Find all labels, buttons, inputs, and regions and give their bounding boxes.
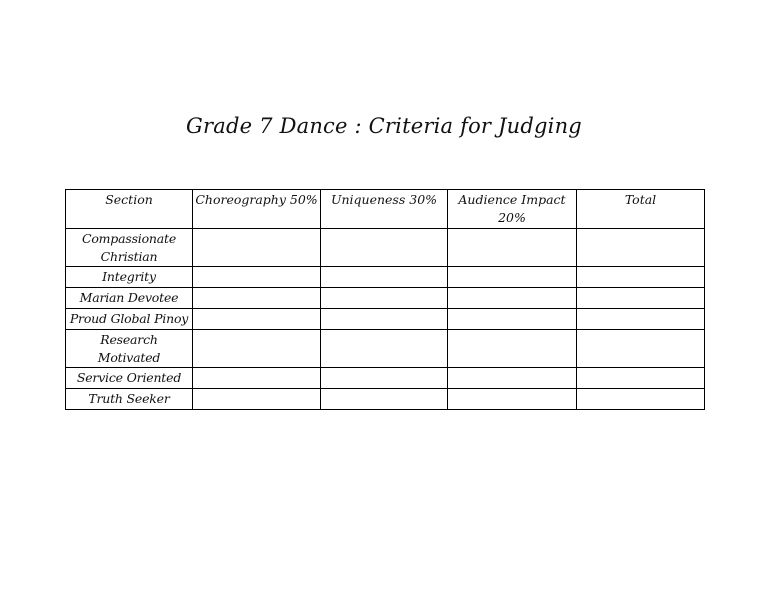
choreography-score-cell (193, 267, 321, 288)
uniqueness-score-cell (321, 288, 448, 309)
header-total: Total (577, 190, 705, 229)
choreography-score-cell (193, 389, 321, 410)
audience-impact-score-cell (448, 389, 577, 410)
uniqueness-score-cell (321, 309, 448, 330)
section-label: Truth Seeker (66, 389, 193, 410)
uniqueness-score-cell (321, 267, 448, 288)
judging-criteria-table (65, 189, 705, 410)
header-row (66, 190, 705, 229)
header-uniqueness: Uniqueness 30% (321, 190, 448, 229)
table-row (66, 267, 705, 288)
table-row (66, 229, 705, 267)
total-score-cell (577, 229, 705, 267)
total-score-cell (577, 368, 705, 389)
audience-impact-score-cell (448, 267, 577, 288)
choreography-score-cell (193, 288, 321, 309)
choreography-score-cell (193, 229, 321, 267)
header-section: Section (66, 190, 193, 229)
audience-impact-score-cell (448, 309, 577, 330)
section-label: Research Motivated (66, 330, 193, 368)
choreography-score-cell (193, 309, 321, 330)
section-label: Proud Global Pinoy (66, 309, 193, 330)
total-score-cell (577, 288, 705, 309)
document-title: Grade 7 Dance : Criteria for Judging (186, 114, 582, 138)
table-row (66, 330, 705, 368)
header-audience-impact: Audience Impact 20% (448, 190, 577, 229)
audience-impact-score-cell (448, 288, 577, 309)
uniqueness-score-cell (321, 229, 448, 267)
section-label: Compassionate Christian (66, 229, 193, 267)
table-row (66, 309, 705, 330)
uniqueness-score-cell (321, 330, 448, 368)
choreography-score-cell (193, 330, 321, 368)
choreography-score-cell (193, 368, 321, 389)
table-body (66, 229, 705, 410)
audience-impact-score-cell (448, 330, 577, 368)
section-label: Marian Devotee (66, 288, 193, 309)
table-header (66, 190, 705, 229)
table-row (66, 389, 705, 410)
total-score-cell (577, 389, 705, 410)
section-label: Service Oriented (66, 368, 193, 389)
audience-impact-score-cell (448, 368, 577, 389)
table-row (66, 368, 705, 389)
audience-impact-score-cell (448, 229, 577, 267)
total-score-cell (577, 267, 705, 288)
header-choreography: Choreography 50% (193, 190, 321, 229)
uniqueness-score-cell (321, 389, 448, 410)
total-score-cell (577, 330, 705, 368)
section-label: Integrity (66, 267, 193, 288)
total-score-cell (577, 309, 705, 330)
table-row (66, 288, 705, 309)
uniqueness-score-cell (321, 368, 448, 389)
